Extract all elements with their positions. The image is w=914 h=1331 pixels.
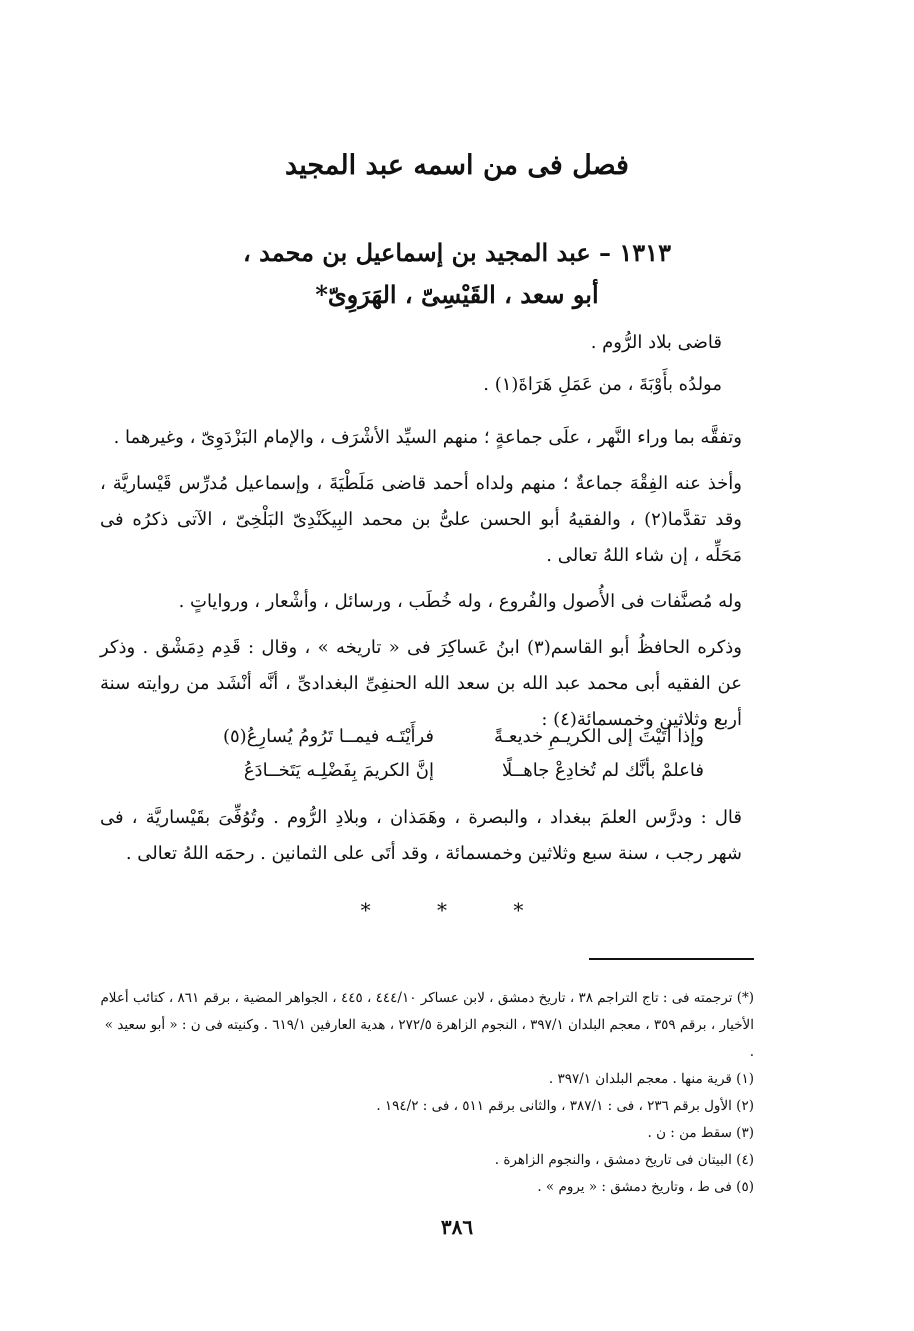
paragraph: وذكره الحافظُ أبو القاسم(٣) ابنُ عَساكِرَ فى « تاريخه » ، وقال : قَدِم دِمَشْق . وذكر عن الفقيه أبى محمد عبد الله بن سعد الله الحنفِىِّ البغدادىِّ ، أنَّه أنْشَد من روايته سنة أربع وثلاثين وخمسمائة(٤) : [100, 637, 742, 730]
footnote-rule [589, 958, 754, 960]
entry-heading [60, 232, 854, 316]
entry-heading-line-2: أبو سعد ، القَيْسِىّ ، الهَرَوِىّ* [315, 280, 599, 309]
poem-hemistich-second: فرأَيْتَـه فيمــا تَرُومُ يُسارِعُ(٥) [222, 726, 434, 747]
poem-verse [204, 720, 704, 754]
page-number: ٣٨٦ [440, 1215, 474, 1239]
paragraph: وتفقَّه بما وراء النَّهر ، علَى جماعةٍ ؛ منهم السيِّد الأشْرَف ، والإمام البَزْدَوِىّ ، وغيرهما . [113, 427, 742, 448]
poem-hemistich-first: فاعلمْ بأنَّك لم تُخادِعْ جاهــلًا [501, 760, 704, 781]
footnote: (٤) البيتان فى تاريخ دمشق ، والنجوم الزاهرة . [494, 1152, 754, 1168]
poem-hemistich-second: إنَّ الكريمَ بِفَضْلِـه يَتَخــادَعُ [243, 760, 434, 781]
body-paragraphs [100, 325, 752, 403]
footnote: (*) ترجمته فى : تاج التراجم ٣٨ ، تاريخ دمشق ، لابن عساكر ٤٤٤/١٠ ، ٤٤٥ ، الجواهر المضية ، برقم ٨٦١ ، كتائب أعلام الأخيار ، برقم ٣٥٩ ، معجم البلدان ٣٩٧/١ ، النجوم الزاهرة ٢٧٢/٥ ، هدية العارفين ٦١٩/١ . وكنيته فى ن : « أبو سعيد » . [100, 990, 754, 1060]
paragraph: وأخذ عنه الفِقْهَ جماعةٌ ؛ منهم ولداه أحمد قاضى مَلَطْيَةَ ، وإسماعيل مُدرِّس قَيْساريَّة ، وقد تقدَّما(٢) ، والفقيهُ أبو الحسن علىُّ بن محمد البِيكَنْدِىّ البَلْخِىّ ، الآتى ذكرُه فى مَحَلِّه ، إن شاء اللهُ تعالى . [100, 473, 742, 566]
footnotes [100, 985, 754, 1201]
footnote: (٣) سقط من : ن . [647, 1125, 754, 1141]
entry-heading-line-1: ١٣١٣ – عبد المجيد بن إسماعيل بن محمد ، [243, 238, 671, 267]
closing-paragraph-block [100, 800, 772, 872]
footnote: (٢) الأول برقم ٢٣٦ ، فى : ٣٨٧/١ ، والثانى برقم ٥١١ ، فى : ١٩٤/٢ . [376, 1098, 754, 1114]
body-paragraphs-2 [100, 420, 772, 738]
paragraph: مولدُه بأَوْبَةَ ، من عَمَلِ هَرَاةَ(١) . [483, 374, 722, 395]
footnote: (٥) فى ط ، وتاريخ دمشق : « يروم » . [537, 1179, 754, 1195]
poem-hemistich-first: وإذا أتَيْتَ إلى الكريـمِ خديعـةً [493, 726, 704, 747]
section-separator: * * * [360, 898, 554, 922]
paragraph: قاضى بلاد الرُّوم . [590, 332, 722, 353]
section-title: فصل فى من اسمه عبد المجيد [285, 150, 629, 181]
footnote: (١) قرية منها . معجم البلدان ٣٩٧/١ . [548, 1071, 754, 1087]
poem-verse [204, 754, 704, 788]
closing-paragraph: قال : ودرَّس العلمَ ببغداد ، والبصرة ، وهَمَذان ، وبلادِ الرُّوم . وتُوُفِّىَ بقَيْساريَّة ، فى شهر رجب ، سنة سبع وثلاثين وخمسمائة ، وقد أتَى على الثمانين . رحمَه اللهُ تعالى . [100, 807, 742, 864]
paragraph: وله مُصنَّفات فى الأُصول والفُروع ، وله خُطَب ، ورسائل ، وأشْعار ، ورواياتٍ . [178, 591, 742, 612]
poem [204, 720, 704, 788]
